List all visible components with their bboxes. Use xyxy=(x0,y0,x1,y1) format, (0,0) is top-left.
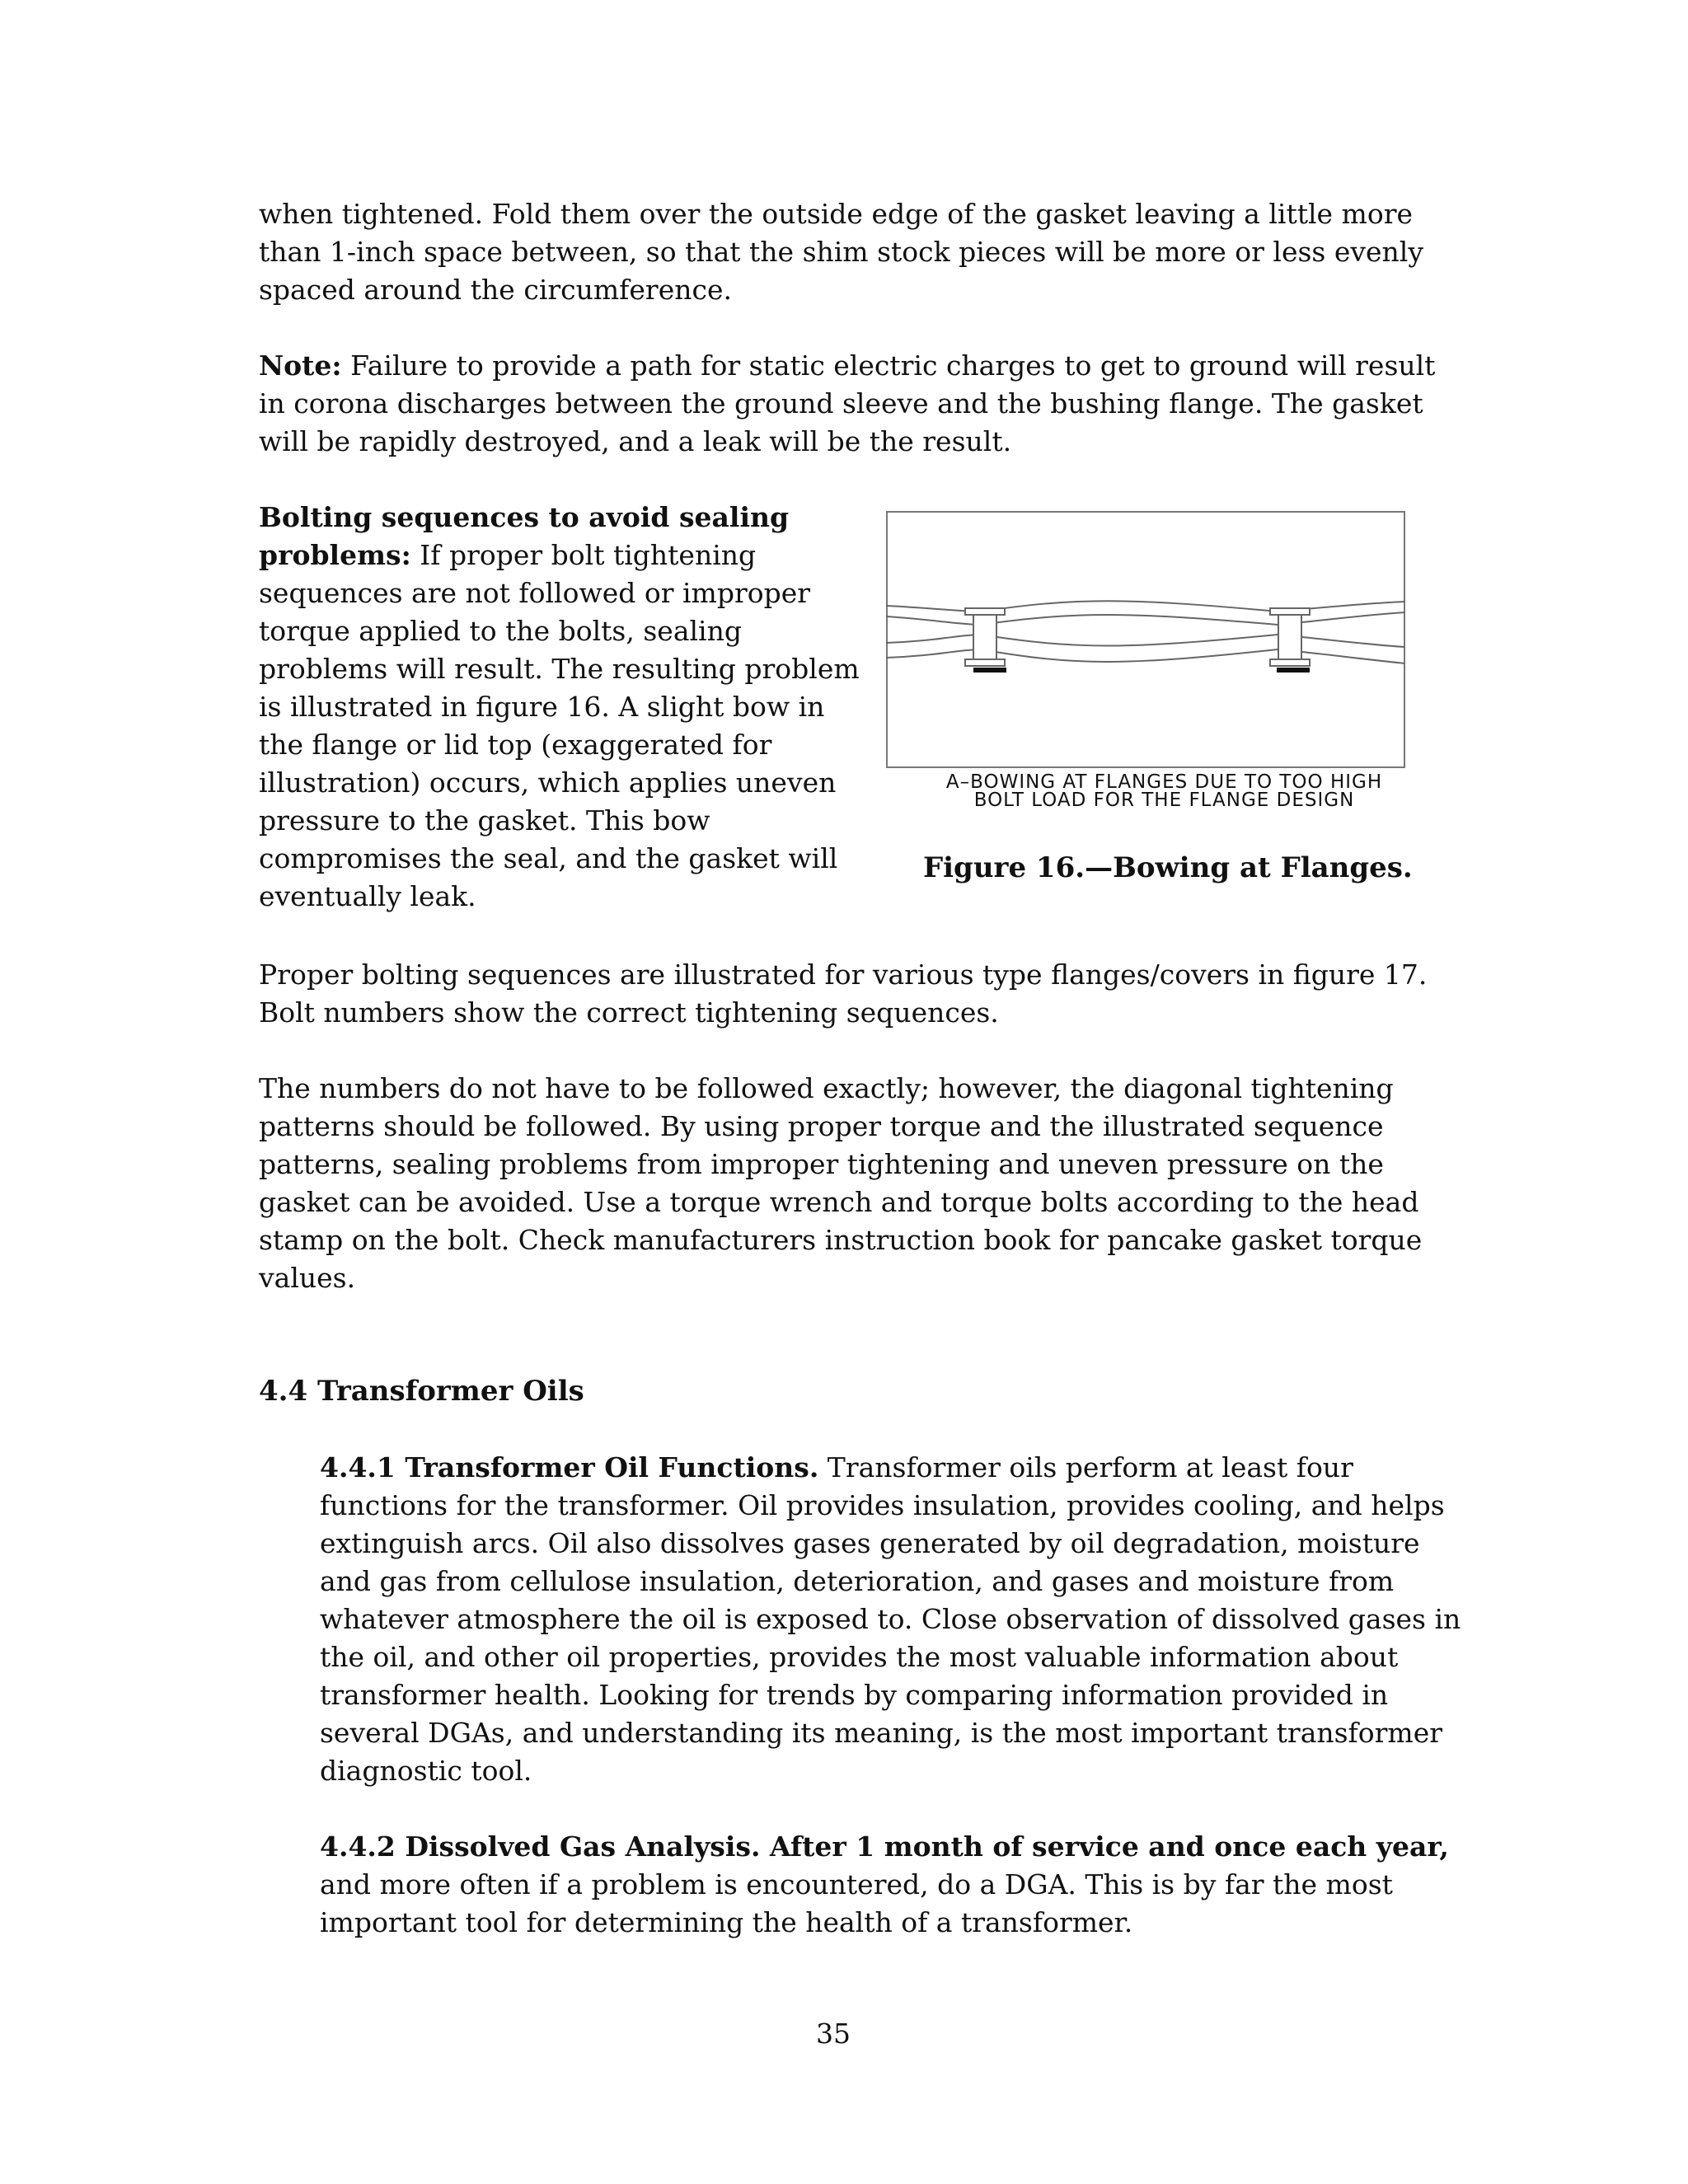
subsection-label-441: 4.4.1 Transformer Oil Functions. xyxy=(320,1451,819,1483)
gasket-left xyxy=(973,668,1006,673)
subsection-text-442: and more often if a problem is encountered, do a DGA. This is by far the most important tool for determining the health of a transformer. xyxy=(320,1868,1393,1938)
paragraph-note xyxy=(259,347,1462,461)
gasket-right xyxy=(1277,668,1310,673)
subsection-label-442: 4.4.2 Dissolved Gas Analysis. After 1 month of service and once each year, xyxy=(320,1830,1449,1863)
paragraph-diagonal-patterns xyxy=(259,1070,1462,1297)
note-text: Failure to provide a path for static electric charges to get to ground will result in corona discharges between the ground sleeve and the bushing flange. The gasket will be rapidly destroyed, and a leak will be the result. xyxy=(259,349,1436,457)
paragraph-bolting-sequences xyxy=(259,499,860,916)
page-number: 35 xyxy=(816,2018,851,2050)
paragraph-text: Proper bolting sequences are illustrated for various type flanges/covers in figure 17. Bolt numbers show the correct tightening sequences. xyxy=(259,958,1428,1029)
note-label: Note: xyxy=(259,349,342,382)
paragraph-text: when tightened. Fold them over the outside edge of the gasket leaving a little more than 1-inch space between, so that the shim stock pieces will be more or less evenly spaced around the circumference. xyxy=(259,198,1423,306)
bolting-text: If proper bolt tightening sequences are not followed or improper torque applied to the bolts, sealing problems will result. The resulting problem is illustrated in figure 16. A slight bow in the flange or lid top (exaggerated for illustration) occurs, which applies uneven pressure to the gasket. This bow compromises the seal, and the gasket will eventually leak. xyxy=(259,539,860,912)
paragraph-dissolved-gas-analysis xyxy=(320,1828,1474,1942)
caption-line-2: BOLT LOAD FOR THE FLANGE DESIGN xyxy=(973,790,1355,811)
paragraph-text: The numbers do not have to be followed exactly; however, the diagonal tightening patterns should be followed. By using proper torque and the illustrated sequence patterns, sealing problems from improper tightening and uneven pressure on the gasket can be avoided. Use a torque wrench and torque bolts according to the head stamp on the bolt. Check manufacturers instruction book for pancake gasket torque values. xyxy=(259,1072,1423,1294)
figure-16-diagram xyxy=(886,511,1405,768)
paragraph-proper-bolting xyxy=(259,956,1462,1032)
flange-bowing-drawing xyxy=(886,511,1405,768)
figure-title: Figure 16.—Bowing at Flanges. xyxy=(923,851,1413,884)
figure-drawing-caption xyxy=(865,773,1463,809)
paragraph-shim-stock xyxy=(259,195,1462,309)
section-heading-transformer-oils: 4.4 Transformer Oils xyxy=(259,1375,584,1408)
caption-line-1: A–BOWING AT FLANGES DUE TO TOO HIGH xyxy=(945,771,1383,793)
paragraph-oil-functions xyxy=(320,1449,1474,1790)
subsection-text-441: Transformer oils perform at least four functions for the transformer. Oil provides insulation, provides cooling, and helps extinguish arcs. Oil also dissolves gases generated by oil degradation, moisture and gas from cellulose insulation, deterioration, and gases and moisture from whatever atmosphere the oil is exposed to. Close observation of dissolved gases in the oil, and other oil properties, provides the most valuable information about transformer health. Looking for trends by comparing information provided in several DGAs, and understanding its meaning, is the most important transformer diagnostic tool. xyxy=(320,1451,1461,1787)
bolting-label: Bolting sequences to avoid sealing problems: xyxy=(259,501,790,571)
